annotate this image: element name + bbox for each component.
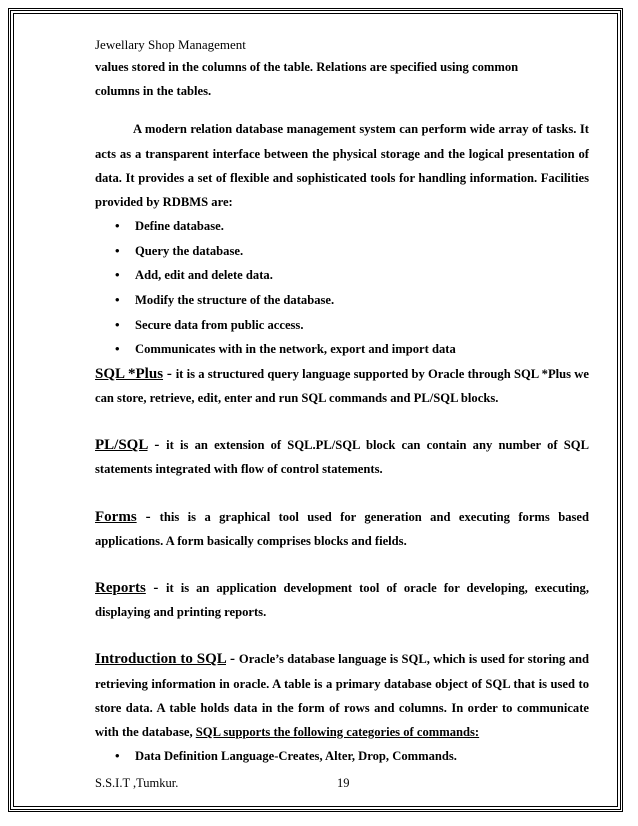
sqlplus-dash: - (163, 365, 176, 382)
intro-fragment (95, 55, 589, 103)
plsql-dash: - (147, 437, 167, 454)
reports-term: Reports (95, 580, 146, 596)
list-item: • Add, edit and delete data. (115, 263, 589, 288)
plsql-text: it is an extension of SQL.PL/SQL block can contain any number of SQL statements integrated with flow of control statements. (95, 438, 589, 477)
reports-text: it is an application development tool of oracle for developing, executing, displaying and printing reports. (95, 581, 589, 620)
intro-fragment-line1: values stored in the columns of the table. Relations are specified using common (95, 60, 519, 74)
plsql-term: PL/SQL (95, 437, 148, 454)
reports-section (95, 576, 589, 624)
list-item: • Communicates with in the network, export and import data (115, 337, 589, 362)
list-item: • Query the database. (115, 239, 589, 264)
commands-list (95, 744, 589, 769)
intro-sql-text: Oracle’s database language is SQL, which is used for storing and retrieving information in oracle. A table is a primary database object of SQL that is used to store data. A table holds data in the form of rows and columns. In order to communicate with the database, (95, 652, 590, 740)
reports-dash: - (145, 580, 167, 596)
intro-sql-dash: - (226, 651, 239, 668)
intro-sql-term: Introduction to SQL (95, 651, 226, 668)
running-header: Jewellary Shop Management (95, 37, 246, 52)
forms-dash: - (136, 508, 160, 525)
forms-text: this is a graphical tool used for generation and executing forms based applications. A form basically comprises blocks and fields. (95, 509, 590, 548)
list-item: • Secure data from public access. (115, 313, 589, 338)
rdbms-paragraph: A modern relation database management system can perform wide array of tasks. It acts as a transparent interface between the physical storage and the logical presentation of data. It provides a set of flexible and sophisticated tools for handling information. Facilities provided by RDBMS are: (95, 122, 589, 210)
sqlplus-text: it is a structured query language supported by Oracle through SQL *Plus we can store, retrieve, edit, enter and run SQL commands and PL/SQL blocks. (95, 366, 589, 405)
forms-section (95, 505, 589, 553)
plsql-section (95, 433, 589, 481)
forms-term: Forms (95, 508, 137, 525)
page-content (95, 55, 589, 769)
intro-fragment-line2: columns in the tables. (95, 84, 212, 99)
page-number: 19 (337, 776, 350, 790)
list-item: • Data Definition Language-Creates, Alter, Drop, Commands. (115, 744, 589, 769)
sqlplus-section (95, 362, 589, 410)
intro-sql-section (95, 647, 589, 744)
list-item: • Define database. (115, 214, 589, 239)
footer-institution: S.S.I.T ,Tumkur. (95, 776, 179, 790)
intro-sql-underlined-tail: SQL supports the following categories of commands: (195, 725, 480, 740)
sqlplus-term: SQL *Plus (95, 365, 164, 382)
facilities-list (95, 214, 589, 362)
list-item: • Modify the structure of the database. (115, 288, 589, 313)
